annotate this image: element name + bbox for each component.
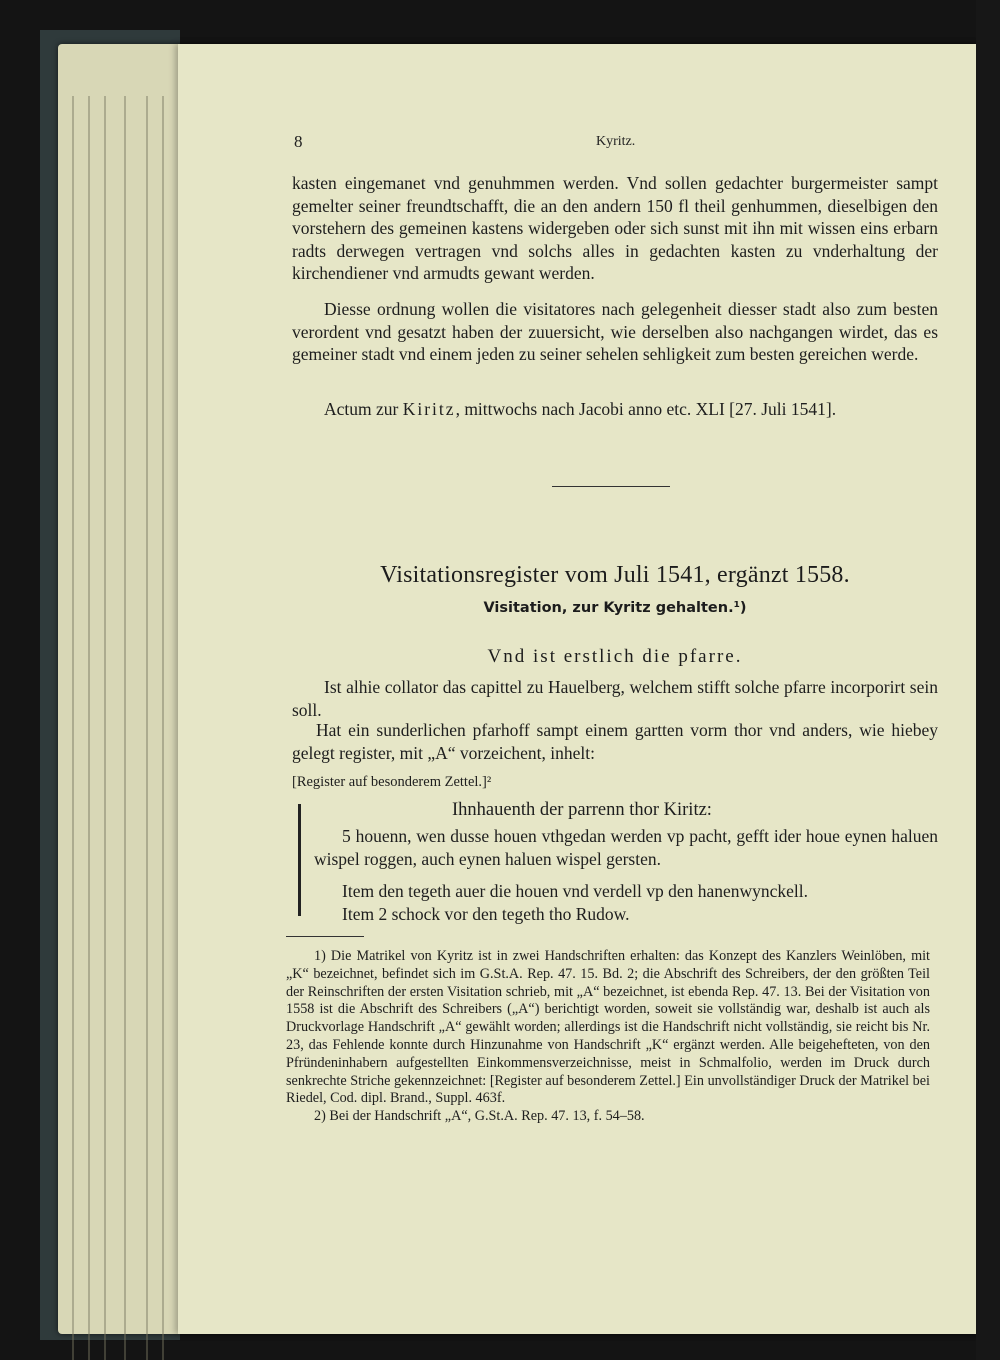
- section-subtitle: Visitation, zur Kyritz gehalten.¹): [483, 600, 747, 616]
- section-title: Visitationsregister vom Juli 1541, ergänzt 1558.: [380, 562, 850, 588]
- page-edge-line: [72, 96, 74, 1360]
- footnote-2: 2) Bei der Handschrift „A“, G.St.A. Rep. 47. 13, f. 54–58.: [314, 1108, 645, 1125]
- paragraph-2: Diesse ordnung wollen die visitatores nach gelegenheit diesser stadt also zum besten verordent vnd gesatzt haben der zuuersicht, wie derselben also nachgangen wirdet, das es gemeiner stadt vnd einem jeden zu seiner sehelen sehligkeit zum besten gereichen werde.: [292, 299, 938, 364]
- page-edge-line: [104, 96, 106, 1360]
- actum-end: , mittwochs nach Jacobi anno etc. XLI [27. Juli 1541].: [455, 399, 837, 419]
- subheading: Vnd ist erstlich die pfarre.: [487, 646, 743, 667]
- paragraph-pfarhoff: Hat ein sunderlichen pfarhoff sampt einem gartten vorm thor vnd anders, wie hiebey gelegt register, mit „A“ vorzeichent, inhelt:: [292, 720, 938, 763]
- page-edge-line: [162, 96, 164, 1360]
- section-divider: [552, 486, 670, 487]
- page-edge-line: [88, 96, 90, 1360]
- actum-place: Kiritz: [402, 399, 456, 419]
- paragraph-collator: Ist alhie collator das capittel zu Hauelberg, welchem stifft solche pfarre incorporirt sein soll.: [292, 677, 938, 720]
- background-dark-edge: [976, 0, 1000, 1360]
- register-title: Ihnhauenth der parrenn thor Kiritz:: [452, 800, 712, 820]
- register-line: Item 2 schock vor den tegeth tho Rudow.: [342, 904, 630, 924]
- register-vertical-bar: [298, 804, 301, 916]
- register-line: Item den tegeth auer die houen vnd verdell vp den hanenwynckell.: [342, 881, 809, 901]
- register-note: [Register auf besonderem Zettel.]²: [292, 774, 492, 790]
- page-number: 8: [294, 132, 303, 151]
- running-head: Kyritz.: [596, 134, 636, 149]
- page-edge-line: [146, 96, 148, 1360]
- page-edge-line: [124, 96, 126, 1360]
- register-line: 5 houenn, wen dusse houen vthgedan werden vp pacht, gefft ider houe eynen haluen wispel roggen, auch eynen haluen wispel gersten.: [314, 826, 938, 869]
- footnote-1: 1) Die Matrikel von Kyritz ist in zwei Handschriften erhalten: das Konzept des Kanzlers Weinlöben, mit „K“ bezeichnet, befindet sich im G.St.A. Rep. 47. 15. Bd. 2; die Abschrift des Schreibers, der den größten Teil der Reinschriften der ersten Visitation schrieb, mit „A“ bezeichnet, ist ebenda Rep. 47. 13. Bei der Visitation von 1558 ist die Abschrift des Schreibers („A“) berichtigt worden, soweit sie vollständig war, deshalb ist auch als Druckvorlage Handschrift „A“ gewählt worden; allerdings ist die Handschrift nicht vollständig, sie reicht bis Nr. 23, das Fehlende konnte durch Hinzunahme von Handschrift „K“ ergänzt werden. Alle beigehefteten, von den Pfründeninhabern aufgestellten Einkommensverzeichnisse, meist in Schmalfolio, werden im Druck durch senkrechte Striche gekennzeichnet: [Register auf besonderem Zettel.] Ein unvollständiger Druck der Matrikel bei Riedel, Cod. dipl. Brand., Suppl. 463f.: [286, 948, 930, 1107]
- footnotes: [286, 948, 930, 1126]
- paragraph-1: kasten eingemanet vnd genuhmmen werden. Vnd sollen gedachter burgermeister sampt gemelter seiner freundtschafft, die an den andern 150 fl theil genhummen, dieselbigen den vorstehern des gemeinen kastens widergeben oder sich sunst mit ihn mit wissen eins erbarn radts derwegen vertragen vnd solchs alles in gedachten kasten zu vnderhaltung der kirchendiener vnd armudts gewant werden.: [292, 173, 938, 283]
- footnote-rule: [286, 936, 364, 937]
- actum-start: Actum zur: [324, 399, 403, 419]
- paragraph-actum: [292, 398, 938, 421]
